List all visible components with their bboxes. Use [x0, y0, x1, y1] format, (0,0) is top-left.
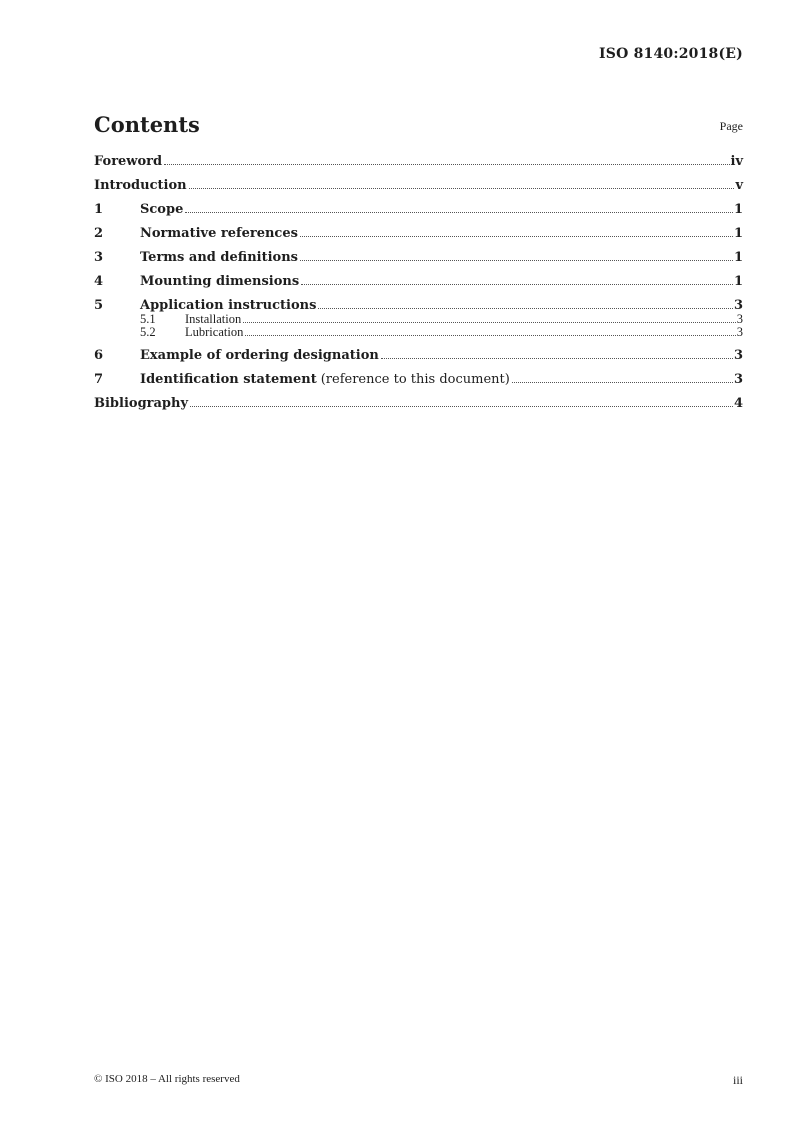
toc-entry-label: Lubrication: [185, 325, 244, 339]
dot-leader: [381, 358, 733, 359]
toc-entry-page: v: [735, 178, 743, 193]
page-title: Contents: [94, 112, 200, 137]
toc-entry-number: 7: [94, 372, 104, 387]
toc-entry-foreword[interactable]: [94, 154, 743, 169]
toc-entry-page: 3: [733, 348, 743, 363]
toc-entry-application-instructions[interactable]: [94, 298, 743, 313]
toc-entry-label: Terms and definitions: [140, 250, 298, 265]
toc-entry-number: 2: [94, 226, 104, 241]
table-of-contents: [94, 154, 743, 411]
toc-entry-number: 5: [94, 298, 104, 313]
page-column-label: Page: [719, 119, 743, 133]
toc-entry-label: Identification statement: [140, 372, 317, 387]
toc-entry-label: Normative references: [140, 226, 298, 241]
toc-entry-page: 4: [733, 396, 743, 411]
toc-entry-number: 4: [94, 274, 104, 289]
toc-entry-bibliography[interactable]: [94, 396, 743, 411]
toc-entry-number: 6: [94, 348, 104, 363]
dot-leader: [190, 406, 733, 407]
toc-entry-normative-references[interactable]: [94, 226, 743, 241]
toc-entry-label: Application instructions: [140, 298, 317, 313]
toc-entry-page: 3: [733, 298, 743, 313]
toc-entry-number: 1: [94, 202, 104, 217]
dot-leader: [300, 260, 733, 261]
dot-leader: [189, 188, 735, 189]
toc-entry-label: Mounting dimensions: [140, 274, 300, 289]
toc-entry-number: 5.2: [140, 325, 156, 339]
toc-entry-label: Installation: [185, 312, 242, 326]
toc-entry-number: 3: [94, 250, 104, 265]
toc-entry-page: iv: [730, 154, 743, 169]
dot-leader: [512, 382, 733, 383]
dot-leader: [164, 164, 729, 165]
toc-entry-page: 3: [736, 312, 743, 326]
dot-leader: [243, 322, 736, 323]
toc-entry-identification-statement[interactable]: [94, 372, 743, 387]
toc-entry-page: 1: [733, 226, 743, 241]
dot-leader: [301, 284, 733, 285]
toc-entry-introduction[interactable]: [94, 178, 743, 193]
copyright-notice: © ISO 2018 – All rights reserved: [94, 1073, 240, 1085]
toc-entry-number: 5.1: [140, 312, 156, 326]
toc-entry-page: 1: [733, 274, 743, 289]
toc-entry-label: Introduction: [94, 178, 187, 193]
toc-entry-page: 3: [733, 372, 743, 387]
toc-entry-scope[interactable]: [94, 202, 743, 217]
toc-subentry-lubrication[interactable]: [94, 326, 743, 339]
toc-entry-label: Bibliography: [94, 396, 189, 411]
dot-leader: [245, 335, 735, 336]
dot-leader: [318, 308, 733, 309]
document-id: ISO 8140:2018(E): [599, 46, 743, 62]
toc-entry-terms-and-definitions[interactable]: [94, 250, 743, 265]
toc-entry-page: 1: [733, 250, 743, 265]
toc-entry-page: 3: [736, 325, 743, 339]
toc-entry-label: Foreword: [94, 154, 163, 169]
dot-leader: [185, 212, 733, 213]
toc-entry-label: Example of ordering designation: [140, 348, 379, 363]
toc-entry-page: 1: [733, 202, 743, 217]
toc-entry-mounting-dimensions[interactable]: [94, 274, 743, 289]
toc-entry-ordering-designation[interactable]: [94, 348, 743, 363]
page-number: iii: [732, 1073, 743, 1087]
dot-leader: [300, 236, 733, 237]
toc-entry-note: (reference to this document): [320, 372, 510, 387]
toc-entry-label: Scope: [140, 202, 184, 217]
